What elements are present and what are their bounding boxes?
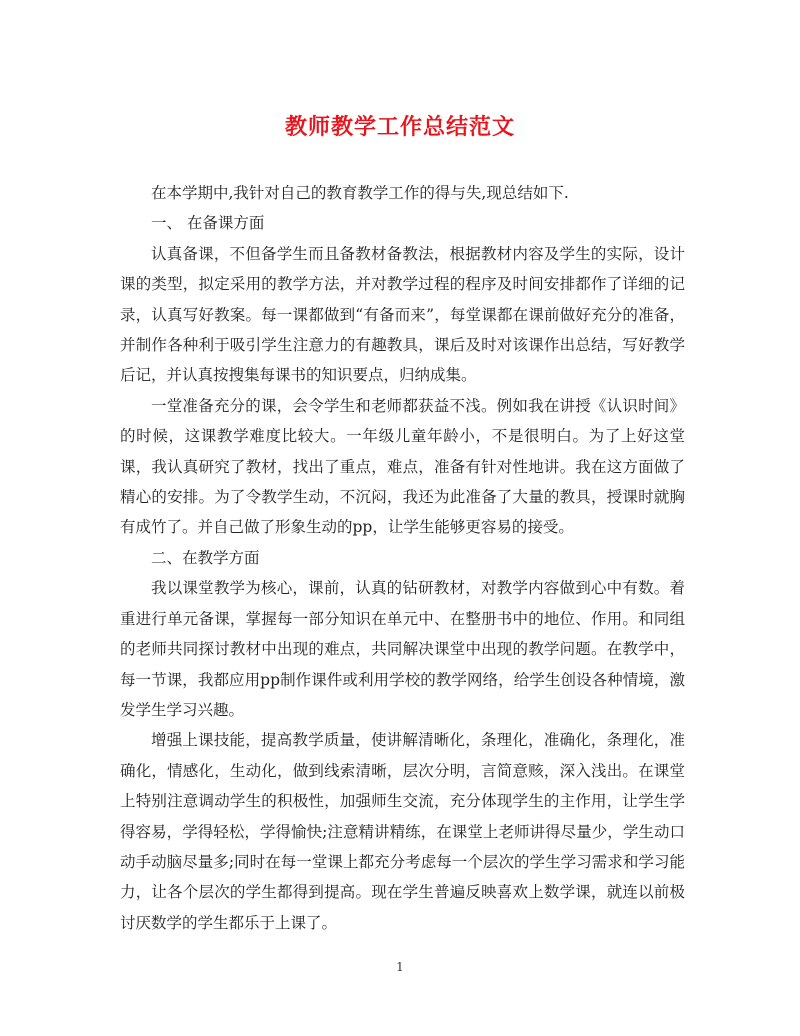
document-body [120,178,685,938]
intro-paragraph: 在本学期中,我针对自己的教育教学工作的得与失,现总结如下. [151,184,569,202]
document-title: 教师教学工作总结范文 [284,114,515,140]
paragraph-teaching-skills: 增强上课技能，提高教学质量，使讲解清晰化，条理化，准确化，条理化，准确化，情感化，生动化，做到线索清晰，层次分明，言简意赅，深入浅出。在课堂上特别注意调动学生的积极性，加强师生交流，充分体现学生的主作用，让学生学得容易，学得轻松，学得愉快;注意精讲精练，在课堂上老师讲得尽量少，学生动口动手动脑尽量多;同时在每一堂课上都充分考虑每一个层次的学生学习需求和学习能力，让各个层次的学生都得到提高。现在学生普遍反映喜欢上数学课，就连以前极讨厌数学的学生都乐于上课了。 [120,731,685,932]
page-number: 1 [396,960,404,974]
paragraph-lesson-preparation: 认真备课，不但备学生而且备教材备教法，根据教材内容及学生的实际，设计课的类型，拟定采用的教学方法，并对教学过程的程序及时间安排都作了详细的记录，认真写好教案。每一课都做到“有备而来”，每堂课都在课前做好充分的准备，并制作各种利于吸引学生注意力的有趣教具，课后及时对该课作出总结，写好教学后记，并认真按搜集每课书的知识要点，归纳成集。 [120,244,685,385]
paragraph-teaching-core: 我以课堂教学为核心，课前，认真的钻研教材，对教学内容做到心中有数。着重进行单元备课，掌握每一部分知识在单元中、在整册书中的地位、作用。和同组的老师共同探讨教材中出现的难点，共同解决课堂中出现的教学问题。在教学中，每一节课，我都应用pp制作课件或利用学校的教学网络，给学生创设各种情境，激发学生学习兴趣。 [120,579,685,719]
section-heading-lesson-preparation: 一、 在备课方面 [151,214,265,233]
paragraph-lesson-example: 一堂准备充分的课，会令学生和老师都获益不浅。例如我在讲授《认识时间》的时候，这课教学难度比较大。一年级儿童年龄小，不是很明白。为了上好这堂课，我认真研究了教材，找出了重点，难点，准备有针对性地讲。我在这方面做了精心的安排。为了令教学生动，不沉闷，我还为此准备了大量的教具，授课时就胸有成竹了。并自己做了形象生动的pp，让学生能够更容易的接受。 [120,396,685,537]
section-heading-teaching: 二、在教学方面 [151,548,260,567]
